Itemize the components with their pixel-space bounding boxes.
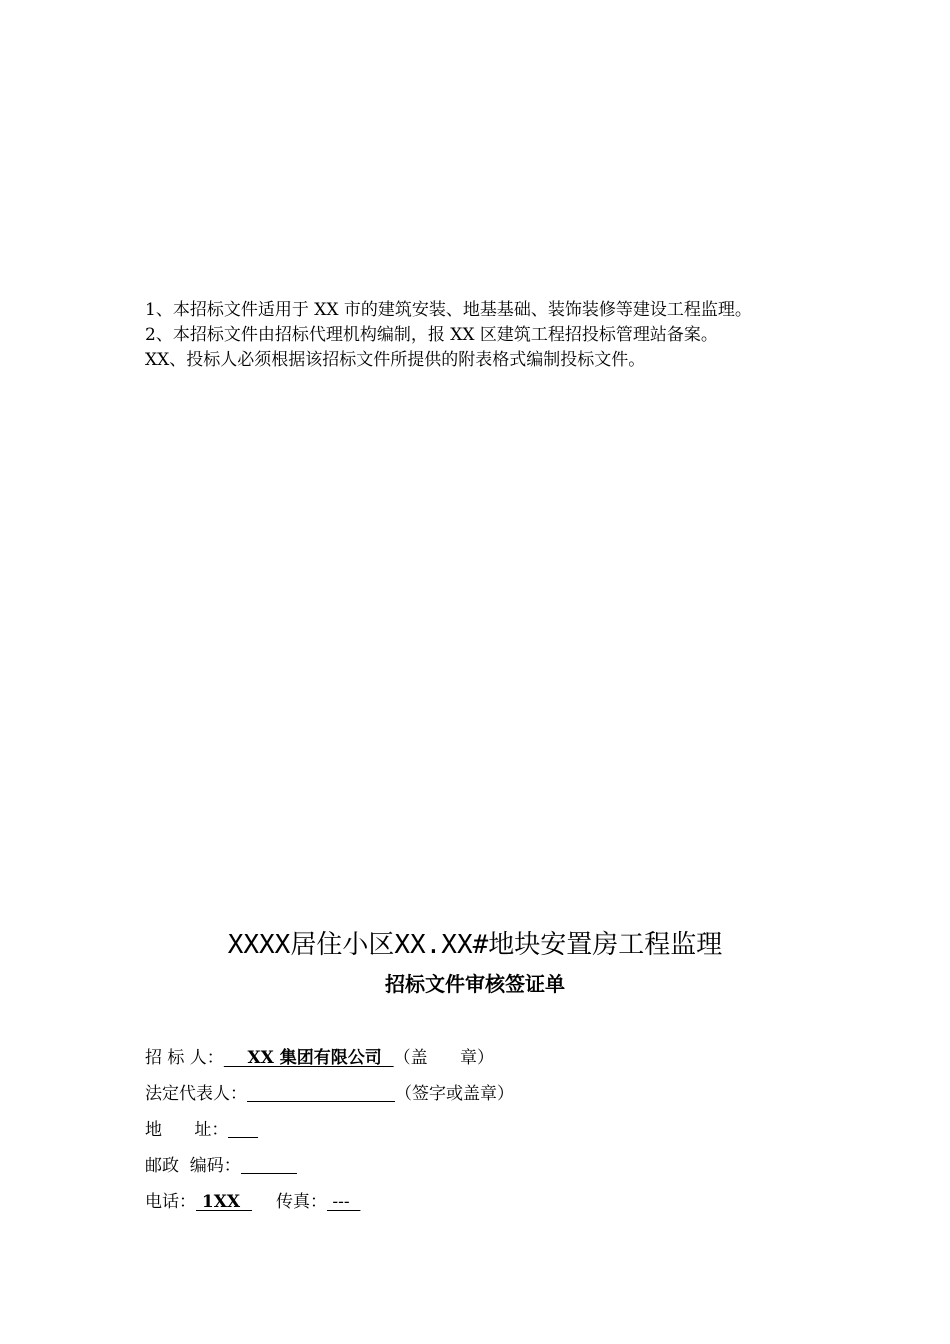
tenderer-row bbox=[145, 1040, 845, 1076]
document-subtitle: 招标文件审核签证单 bbox=[385, 972, 565, 996]
address-label: 地 址： bbox=[145, 1120, 229, 1140]
fax-value: --- bbox=[326, 1192, 361, 1212]
tenderer-label: 招 标 人： bbox=[145, 1048, 224, 1068]
title-block bbox=[0, 925, 950, 1001]
postcode-label: 邮政 编码： bbox=[145, 1156, 241, 1176]
postcode-blank bbox=[241, 1155, 297, 1174]
notes-section bbox=[145, 298, 845, 373]
signature-form bbox=[145, 1040, 845, 1220]
phone-label: 电话： bbox=[145, 1192, 196, 1212]
tenderer-seal-note: （盖 章） bbox=[393, 1048, 495, 1068]
tenderer-value: XX 集团有限公司 bbox=[223, 1048, 394, 1068]
note-item-2: 2、本招标文件由招标代理机构编制，报 XX 区建筑工程招投标管理站备案。 bbox=[145, 325, 718, 345]
document-title: XXXX居住小区XX.XX#地块安置房工程监理 bbox=[227, 930, 723, 960]
postcode-row bbox=[145, 1148, 845, 1184]
phone-value: 1XX bbox=[196, 1192, 252, 1212]
legal-rep-blank bbox=[247, 1083, 395, 1102]
legal-rep-note: （签字或盖章） bbox=[395, 1084, 514, 1104]
note-item-3: XX、投标人必须根据该招标文件所提供的附表格式编制投标文件。 bbox=[145, 350, 646, 370]
address-row bbox=[145, 1112, 845, 1148]
address-blank bbox=[228, 1119, 258, 1138]
contact-row bbox=[145, 1184, 845, 1220]
fax-label: 传真： bbox=[275, 1192, 327, 1212]
legal-rep-label: 法定代表人： bbox=[145, 1084, 247, 1104]
legal-rep-row bbox=[145, 1076, 845, 1112]
note-item-1: 1、本招标文件适用于 XX 市的建筑安装、地基基础、装饰装修等建设工程监理。 bbox=[145, 300, 752, 320]
